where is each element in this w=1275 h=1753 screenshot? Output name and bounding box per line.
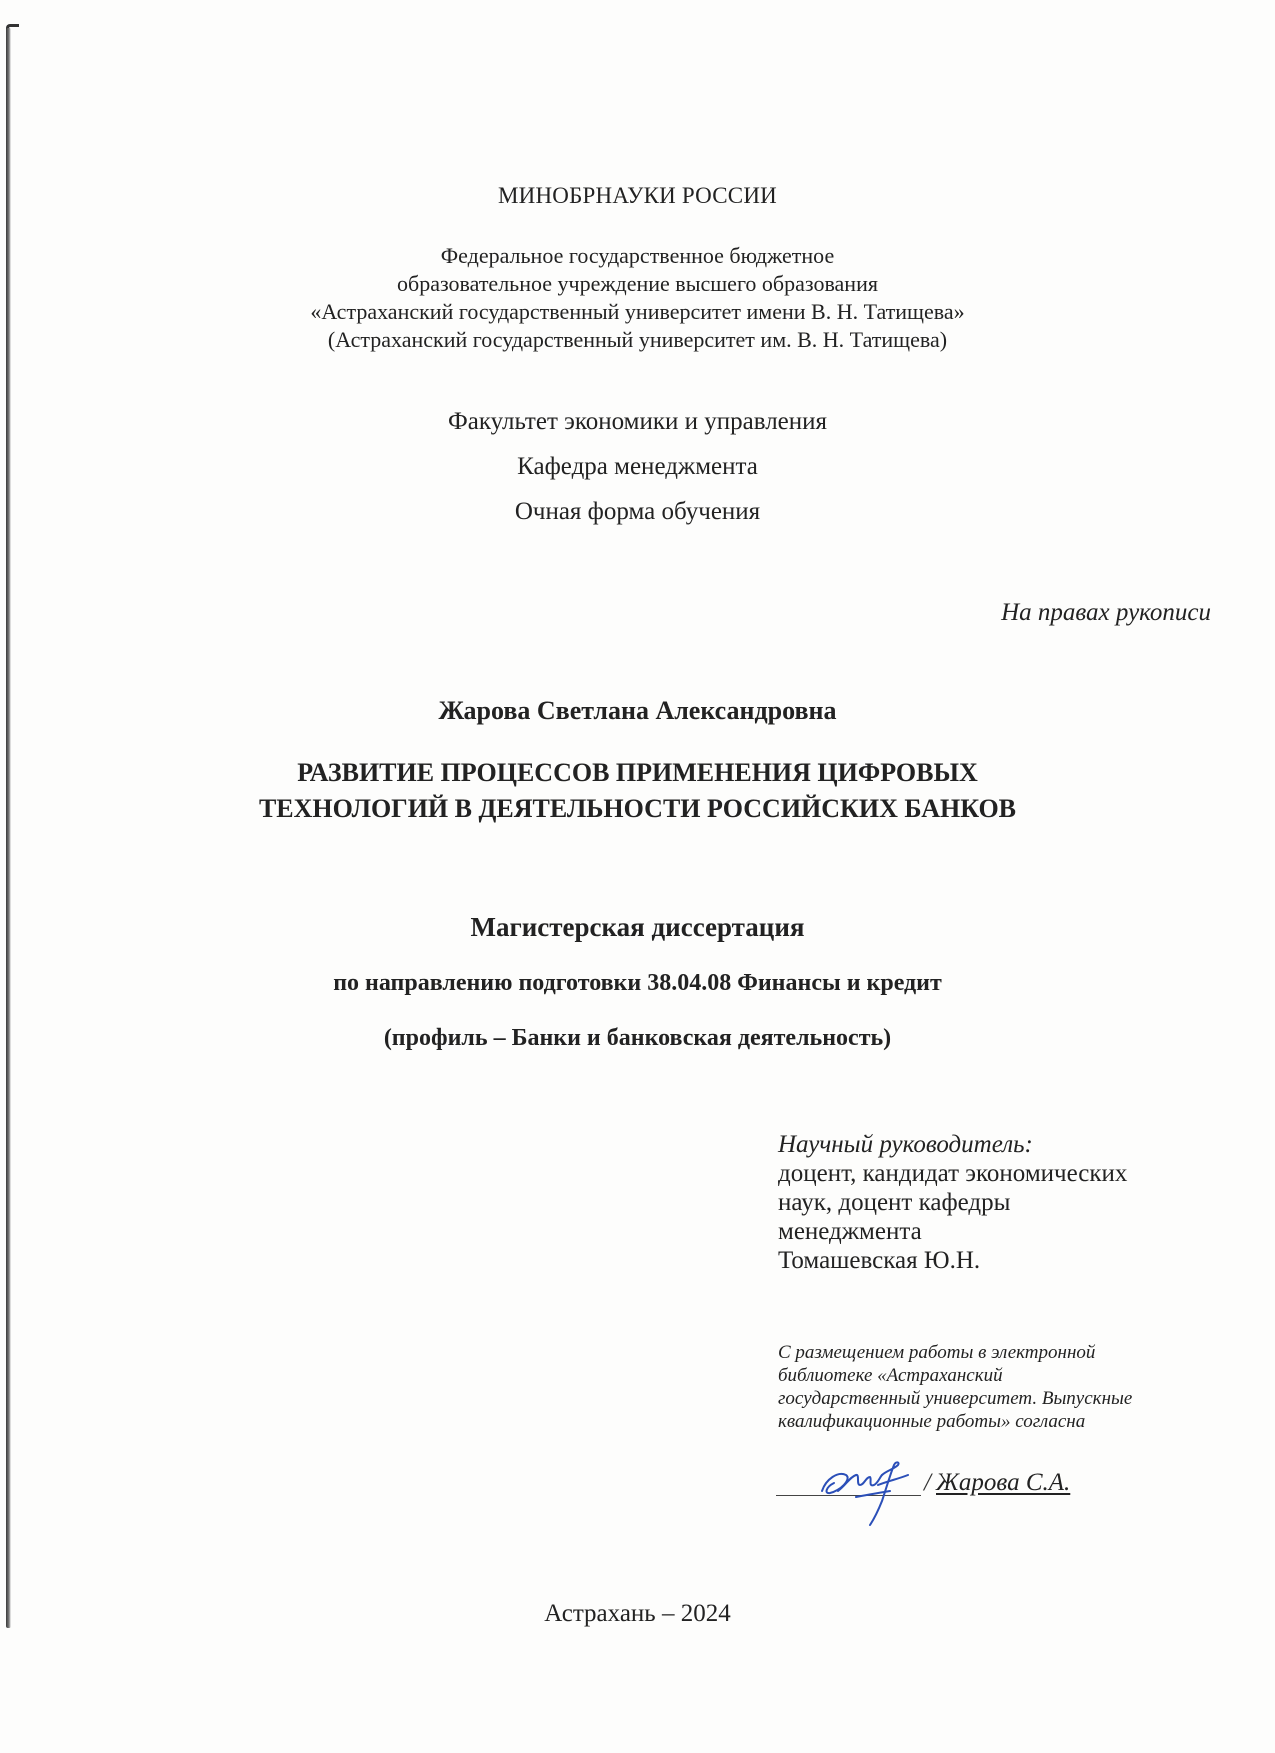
signer-name: Жарова С.А. (936, 1469, 1071, 1496)
institution-line-2: образовательное учреждение высшего образования (397, 271, 878, 296)
author-name: Жарова Светлана Александровна (438, 696, 837, 725)
handwritten-signature (816, 1445, 926, 1535)
consent-line-2: библиотеке «Астраханский (778, 1365, 1003, 1386)
study-profile: (профиль – Банки и банковская деятельность) (383, 1025, 892, 1051)
work-type: Магистерская диссертация (470, 912, 805, 942)
rights-note: На правах рукописи (1001, 599, 1211, 626)
institution-line-1: Федеральное государственное бюджетное (440, 243, 835, 268)
supervisor-block (778, 1130, 1127, 1275)
consent-line-3: государственный университет. Выпускные (778, 1388, 1133, 1409)
thesis-title-line-2: ТЕХНОЛОГИЙ В ДЕЯТЕЛЬНОСТИ РОССИЙСКИХ БАНКОВ (258, 794, 1017, 823)
study-direction: по направлению подготовки 38.04.08 Финансы и кредит (333, 970, 942, 996)
consent-line-4: квалификационные работы» согласна (778, 1411, 1086, 1432)
faculty-name: Факультет экономики и управления (447, 408, 828, 435)
supervisor-line-3: менеджмента (778, 1218, 922, 1245)
institution-line-3: «Астраханский государственный университет имени В. Н. Татищева» (310, 299, 965, 324)
institution-line-4: (Астраханский государственный университет им. В. Н. Татищева) (327, 327, 948, 352)
department-name: Кафедра менеджмента (517, 453, 758, 480)
consent-line-1: С размещением работы в электронной (778, 1342, 1096, 1363)
signature-separator: / (924, 1469, 931, 1496)
supervisor-label: Научный руководитель: (778, 1131, 1033, 1158)
city-year: Астрахань – 2024 (544, 1600, 731, 1627)
thesis-title-line-1: РАЗВИТИЕ ПРОЦЕССОВ ПРИМЕНЕНИЯ ЦИФРОВЫХ (297, 758, 978, 787)
ministry-heading: МИНОБРНАУКИ РОССИИ (498, 183, 777, 208)
consent-block (778, 1341, 1132, 1433)
study-form: Очная форма обучения (514, 498, 761, 525)
supervisor-line-1: доцент, кандидат экономических (778, 1160, 1128, 1187)
supervisor-line-2: наук, доцент кафедры (778, 1189, 1011, 1216)
signature-row (776, 1445, 1096, 1535)
supervisor-name: Томашевская Ю.Н. (778, 1247, 981, 1274)
